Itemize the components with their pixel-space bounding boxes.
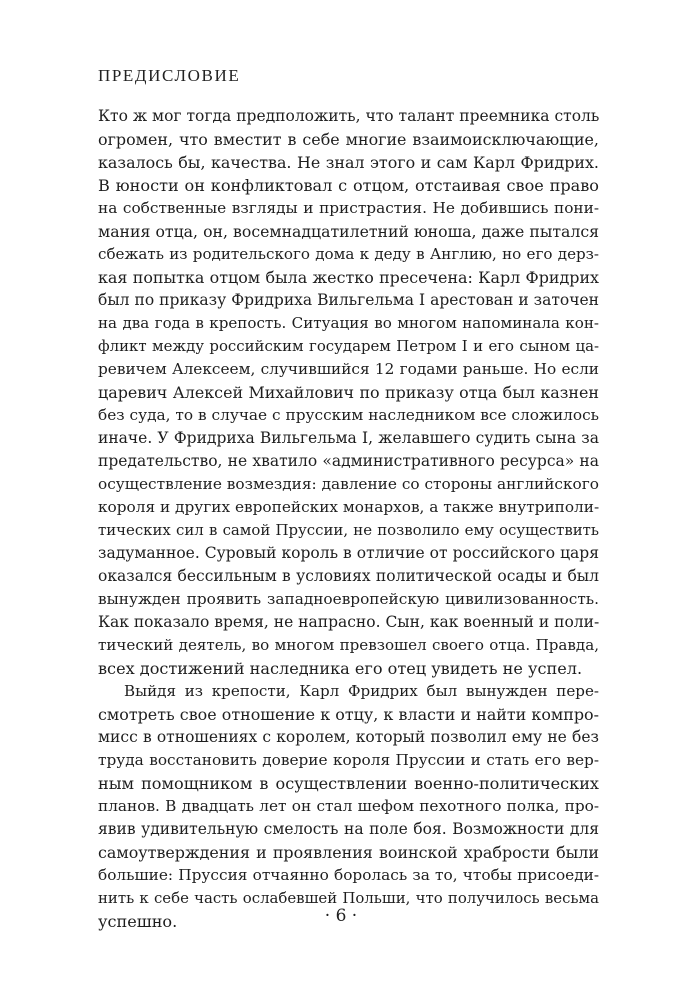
text-line: фликт между российским государем Петром I и его сыном ца- (98, 337, 599, 355)
text-line: задуманное. Суровый король в отличие от российского царя (98, 544, 599, 562)
text-line: короля и других европейских монархов, а также внутриполи- (98, 498, 600, 516)
text-line: предательство, не хватило «административного ресурса» на (98, 452, 599, 470)
text-line: был по приказу Фридриха Вильгельма I арестован и заточен (98, 291, 599, 309)
text-line: труда восстановить доверие короля Пруссии и стать его вер- (98, 751, 599, 769)
text-line: Выйдя из крепости, Карл Фридрих был вынужден пере- (124, 682, 599, 700)
paragraph-2 (98, 680, 599, 933)
text-line: ревичем Алексеем, случившийся 12 годами раньше. Но если (98, 360, 599, 378)
text-line: без суда, то в случае с прусским наследником все сложилось (98, 406, 599, 424)
running-head: ПРЕДИСЛОВИЕ (98, 66, 241, 85)
text-line: огромен, что вместит в себе многие взаимоисключающие, (98, 130, 599, 149)
text-line: Кто ж мог тогда предположить, что талант преемника столь (98, 107, 600, 125)
text-line: самоутверждения и проявления воинской храбрости были (98, 843, 599, 862)
text-line: ным помощником в осуществлении военно-политических (98, 774, 599, 793)
text-line: смотреть свое отношение к отцу, к власти и найти компро- (98, 705, 599, 724)
text-line: царевич Алексей Михайлович по приказу отца был казнен (98, 383, 599, 402)
body-text (98, 105, 599, 933)
text-line: на собственные взгляды и пристрастия. Не добившись пони- (98, 199, 599, 217)
text-line: большие: Пруссия отчаянно боролась за то, чтобы присоеди- (98, 866, 599, 884)
text-line: тический деятель, во многом превзошел своего отца. Правда, (98, 636, 599, 654)
text-line: осуществление возмездия: давление со стороны английского (98, 475, 599, 493)
text-line: на два года в крепость. Ситуация во многом напоминала кон- (98, 314, 599, 332)
text-line: тических сил в самой Пруссии, не позволило ему осуществить (98, 521, 599, 539)
text-line: В юности он конфликтовал с отцом, отстаивая свое право (98, 176, 599, 195)
text-line: кая попытка отцом была жестко пресечена: Карл Фридрих (98, 268, 599, 287)
text-line: казалось бы, качества. Не знал этого и сам Карл Фридрих. (98, 153, 599, 172)
paragraph-1 (98, 105, 599, 680)
text-line: нить к себе часть ослабевшей Польши, что получилось весьма (98, 889, 599, 907)
text-line: оказался бессильным в условиях политической осады и был (98, 567, 599, 585)
text-line: планов. В двадцать лет он стал шефом пехотного полка, про- (98, 797, 599, 815)
text-line: вынужден проявить западноевропейскую цивилизованность. (98, 590, 599, 608)
page-number: · 6 · (324, 906, 358, 926)
text-line: иначе. У Фридриха Вильгельма I, желавшего судить сына за (98, 429, 599, 447)
text-line: сбежать из родительского дома к деду в Англию, но его дерз- (98, 245, 599, 263)
text-line: успешно. (98, 912, 178, 931)
text-line: всех достижений наследника его отец увидеть не успел. (98, 659, 583, 678)
text-line: Как показало время, не напрасно. Сын, как военный и поли- (98, 613, 600, 631)
text-line: мания отца, он, восемнадцатилетний юноша, даже пытался (98, 222, 599, 241)
text-line: мисс в отношениях с королем, который позволил ему не без (98, 728, 599, 746)
text-line: явив удивительную смелость на поле боя. Возможности для (98, 820, 599, 838)
